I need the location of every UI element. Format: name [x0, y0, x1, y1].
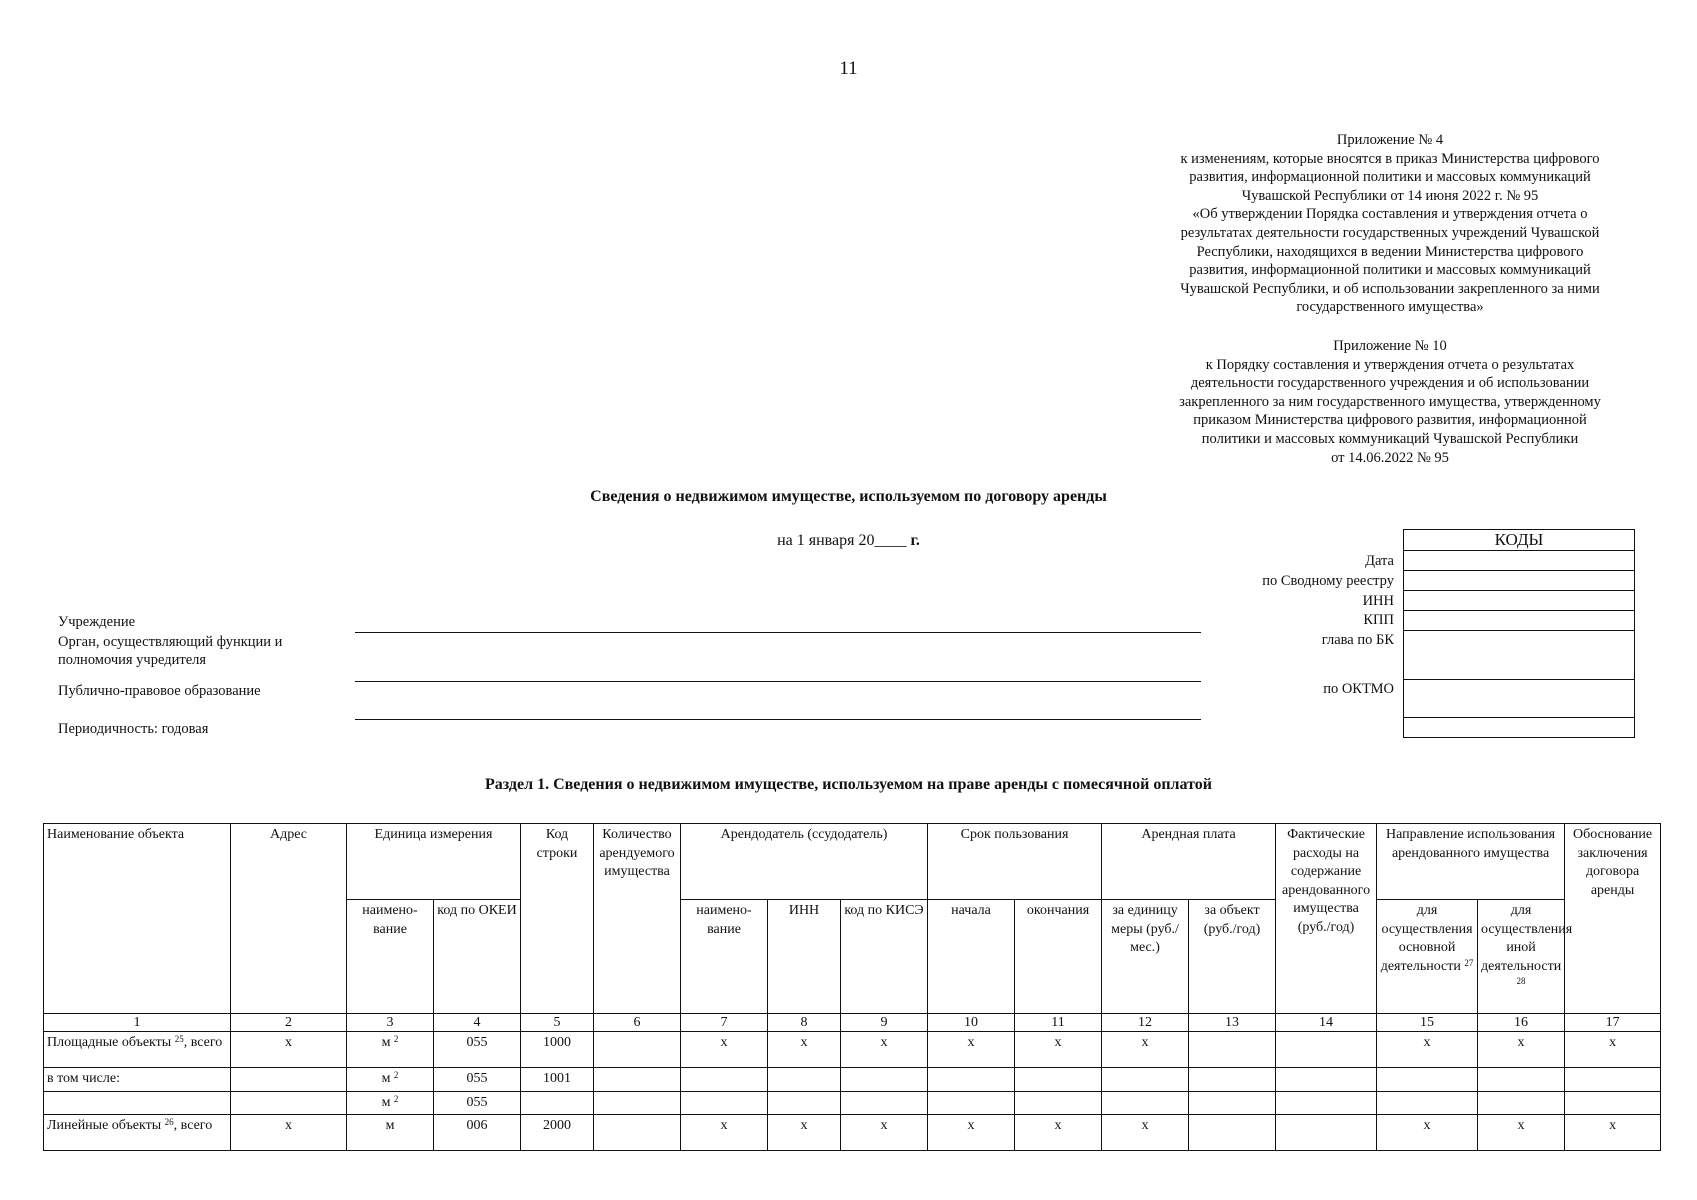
date-suffix: г.: [906, 532, 920, 549]
table-cell: [1015, 1032, 1102, 1068]
object-name-cell: [44, 1091, 231, 1115]
footnote-ref: 25: [174, 1034, 184, 1044]
table-cell: [434, 1032, 521, 1068]
table-cell[interactable]: [1102, 1091, 1189, 1115]
column-number: 11: [1015, 1014, 1102, 1032]
table-cell[interactable]: [1478, 1091, 1565, 1115]
table-cell: [434, 1115, 521, 1151]
cell-value: 2000: [543, 1118, 571, 1133]
column-number: 3: [347, 1014, 434, 1032]
column-number: 2: [231, 1014, 347, 1032]
appendix-4-line: результатах деятельности государственных учреждений Чувашской: [1180, 224, 1600, 241]
table-cell[interactable]: [681, 1068, 768, 1092]
table-cell[interactable]: [768, 1091, 841, 1115]
appendix-4-line: «Об утверждении Порядка составления и утверждения отчета о: [1192, 206, 1588, 223]
table-cell[interactable]: [594, 1068, 681, 1092]
cell-value: x: [720, 1035, 728, 1050]
table-cell: [1565, 1032, 1661, 1068]
periodicity-label: Периодичность: годовая: [58, 721, 209, 737]
header-usage-main-text: для осуществления основной деятельности: [1380, 903, 1473, 974]
municipality-label: Публично-правовое образование: [58, 683, 261, 699]
institution-field-line[interactable]: [355, 632, 1201, 633]
column-number: 9: [841, 1014, 928, 1032]
object-name-cell: [44, 1115, 231, 1151]
appendix-4-line: развития, информационной политики и массовых коммуникаций: [1189, 262, 1591, 279]
institution-label: Учреждение: [58, 614, 136, 630]
header-term-end: окончания: [1015, 900, 1102, 1014]
table-cell: [231, 1032, 347, 1068]
cell-value: x: [285, 1118, 292, 1133]
table-cell[interactable]: [594, 1032, 681, 1068]
header-usage: Направление использования арендованного имущества: [1377, 824, 1565, 900]
codes-label-oktmo: по ОКТМО: [1323, 681, 1394, 697]
footnote-27: 27: [1464, 957, 1474, 968]
header-term-start: начала: [928, 900, 1015, 1014]
appendix-4-line: Республики, находящихся в ведении Министерства цифрового: [1196, 243, 1584, 260]
table-cell[interactable]: [1189, 1091, 1276, 1115]
founder-label-line: полномочия учредителя: [58, 652, 207, 668]
appendix-4-line: развития, информационной политики и массовых коммуникаций: [1189, 169, 1591, 186]
appendix-4-line: Чувашской Республики, и об использовании закрепленного за ними: [1180, 280, 1600, 297]
header-usage-main: [1377, 900, 1478, 1014]
column-number: 4: [434, 1014, 521, 1032]
header-address: Адрес: [231, 824, 347, 1014]
codes-label-date: Дата: [1365, 553, 1394, 569]
table-cell[interactable]: [1565, 1091, 1661, 1115]
appendix-4-line: государственного имущества»: [1296, 299, 1484, 316]
unit-superscript: 2: [393, 1093, 399, 1104]
table-cell: [1565, 1115, 1661, 1151]
appendix-4-line: к изменениям, которые вносятся в приказ Министерства цифрового: [1180, 150, 1600, 167]
column-numbers-row: [44, 1014, 1661, 1032]
table-cell: [347, 1032, 434, 1068]
object-name-cell: [44, 1032, 231, 1068]
table-cell: [928, 1115, 1015, 1151]
code-cell-oktmo[interactable]: [1404, 680, 1635, 718]
table-cell: [347, 1068, 434, 1092]
founder-field-line[interactable]: [355, 681, 1201, 682]
cell-value: x: [720, 1118, 728, 1133]
table-cell: [768, 1115, 841, 1151]
table-cell: [1478, 1032, 1565, 1068]
cell-value: x: [1054, 1118, 1062, 1133]
header-object-name: Наименование объекта: [44, 824, 231, 1014]
section-title: Раздел 1. Сведения о недвижимом имуществе, используемом на праве аренды с помесячной оплатой: [485, 776, 1212, 793]
object-name-suffix: , всего: [173, 1118, 213, 1133]
column-number: 17: [1565, 1014, 1661, 1032]
cell-value: x: [880, 1118, 888, 1133]
column-number: 6: [594, 1014, 681, 1032]
header-quantity: Количество арендуемого имущества: [594, 824, 681, 1014]
header-usage-other: [1478, 900, 1573, 1014]
cell-value: x: [1609, 1118, 1617, 1133]
table-cell[interactable]: [231, 1091, 347, 1115]
appendix-10-line: приказом Министерства цифрового развития, информационной: [1193, 412, 1587, 429]
table-cell: [434, 1068, 521, 1092]
header-lessor-name: наименование: [681, 900, 768, 1014]
table-cell: [928, 1032, 1015, 1068]
appendix-4-line: Чувашской Республики от 14 июня 2022 г. № 95: [1241, 187, 1539, 204]
table-cell[interactable]: [521, 1091, 594, 1115]
header-unit-okei: код по ОКЕИ: [434, 900, 521, 1014]
column-number: 1: [44, 1014, 231, 1032]
footnote-ref: 26: [164, 1117, 174, 1127]
lease-table-body: [44, 1032, 1661, 1151]
code-cell-registry[interactable]: [1404, 571, 1635, 591]
table-cell: [1377, 1032, 1478, 1068]
municipality-field-line[interactable]: [355, 719, 1201, 720]
cell-value: x: [967, 1118, 975, 1133]
cell-value: 1001: [543, 1071, 571, 1086]
column-number: 14: [1276, 1014, 1377, 1032]
table-cell[interactable]: [1377, 1091, 1478, 1115]
table-cell[interactable]: [1478, 1068, 1565, 1092]
table-cell[interactable]: [1276, 1032, 1377, 1068]
table-row: [44, 1032, 1661, 1068]
codes-header: КОДЫ: [1404, 530, 1635, 551]
table-cell: [681, 1115, 768, 1151]
header-actual-costs: Фактические расходы на содержание арендованного имущества (руб./год): [1276, 824, 1377, 1014]
appendix-10-line: политики и массовых коммуникаций Чувашской Республики: [1201, 430, 1579, 447]
lease-table: [43, 823, 1661, 1151]
cell-value: м: [385, 1118, 395, 1133]
table-cell[interactable]: [841, 1068, 928, 1092]
appendix-4-block: [1120, 131, 1660, 317]
cell-value: 006: [466, 1118, 488, 1133]
table-cell[interactable]: [1189, 1115, 1276, 1151]
column-number: 16: [1478, 1014, 1565, 1032]
cell-value: x: [1517, 1035, 1525, 1050]
table-cell[interactable]: [231, 1068, 347, 1092]
cell-value: x: [800, 1118, 808, 1133]
unit-superscript: 2: [393, 1070, 399, 1080]
founder-label-line: Орган, осуществляющий функции и: [58, 634, 283, 650]
table-cell: [434, 1091, 521, 1115]
table-cell: [521, 1032, 594, 1068]
column-number: 8: [768, 1014, 841, 1032]
codes-label-registry: по Сводному реестру: [1262, 573, 1394, 589]
header-unit-name: наименование: [347, 900, 434, 1014]
table-cell: [347, 1091, 434, 1115]
code-cell-date[interactable]: [1404, 551, 1635, 571]
cell-value: x: [1609, 1035, 1617, 1050]
cell-value: x: [1517, 1118, 1525, 1133]
cell-value: x: [967, 1035, 975, 1050]
cell-value: 055: [466, 1071, 488, 1086]
object-name-suffix: , всего: [183, 1035, 223, 1050]
year-blank: ____: [874, 532, 907, 549]
table-cell: [231, 1115, 347, 1151]
cell-value: м: [381, 1035, 391, 1050]
code-cell-periodicity[interactable]: [1404, 718, 1635, 738]
table-cell: [1478, 1115, 1565, 1151]
table-cell[interactable]: [1276, 1115, 1377, 1151]
column-number: 13: [1189, 1014, 1276, 1032]
codes-label-inn: ИНН: [1362, 593, 1394, 609]
document-title: Сведения о недвижимом имуществе, используемом по договору аренды: [590, 488, 1107, 505]
cell-value: x: [880, 1035, 888, 1050]
table-cell[interactable]: [1377, 1068, 1478, 1092]
appendix-10-line: от 14.06.2022 № 95: [1331, 449, 1449, 466]
appendix-10-line: деятельности государственного учреждения и об использовании: [1190, 375, 1590, 392]
header-justification: Обоснование заключения договора аренды: [1565, 824, 1661, 1014]
cell-value: 1000: [543, 1035, 571, 1050]
table-cell[interactable]: [1189, 1068, 1276, 1092]
cell-value: 055: [466, 1035, 488, 1050]
table-cell[interactable]: [1565, 1068, 1661, 1092]
table-cell: [681, 1032, 768, 1068]
table-cell: [521, 1068, 594, 1092]
cell-value: x: [285, 1035, 292, 1050]
table-cell[interactable]: [1276, 1068, 1377, 1092]
cell-value: x: [1141, 1035, 1149, 1050]
founder-label: [58, 633, 282, 669]
cell-value: x: [1423, 1118, 1431, 1133]
header-unit: Единица измерения: [347, 824, 521, 900]
object-name: Линейные объекты: [47, 1118, 162, 1133]
header-lessor: Арендодатель (ссудодатель): [681, 824, 928, 900]
object-name: в том числе:: [47, 1071, 120, 1086]
codes-label-kpp: КПП: [1363, 612, 1394, 628]
table-cell[interactable]: [768, 1068, 841, 1092]
cell-value: x: [800, 1035, 808, 1050]
header-lessor-inn: ИНН: [768, 900, 841, 1014]
codes-table: [1403, 529, 1635, 738]
cell-value: м: [381, 1094, 391, 1110]
table-cell: [1377, 1115, 1478, 1151]
header-rent-per-unit: за единицу меры (руб./мес.): [1102, 900, 1189, 1014]
appendix-10-line: к Порядку составления и утверждения отчета о результатах: [1205, 356, 1575, 373]
header-lessor-kise: код по КИСЭ: [841, 900, 928, 1014]
column-number: 12: [1102, 1014, 1189, 1032]
appendix-10-line: закрепленного за ним государственного имущества, утвержденному: [1179, 393, 1601, 410]
table-cell: [1102, 1032, 1189, 1068]
table-cell[interactable]: [928, 1068, 1015, 1092]
table-cell: [841, 1032, 928, 1068]
column-number: 15: [1377, 1014, 1478, 1032]
cell-value: x: [1141, 1118, 1149, 1133]
table-cell: [1102, 1115, 1189, 1151]
table-cell[interactable]: [681, 1091, 768, 1115]
table-cell[interactable]: [841, 1091, 928, 1115]
date-prefix: на 1 января 20: [777, 532, 875, 549]
appendix-10-heading: Приложение № 10: [1333, 338, 1447, 354]
footnote-28: 28: [1516, 976, 1526, 986]
header-row-code: Код строки: [521, 824, 594, 1014]
table-cell[interactable]: [928, 1091, 1015, 1115]
appendix-4-heading: Приложение № 4: [1336, 132, 1444, 148]
table-cell[interactable]: [594, 1115, 681, 1151]
table-row: [44, 1091, 1661, 1115]
table-cell[interactable]: [594, 1091, 681, 1115]
header-rent-per-object: за объект (руб./год): [1189, 900, 1276, 1014]
table-cell: [347, 1115, 434, 1151]
table-cell[interactable]: [1102, 1068, 1189, 1092]
table-cell[interactable]: [1189, 1032, 1276, 1068]
cell-value: x: [1054, 1035, 1062, 1050]
unit-superscript: 2: [393, 1034, 399, 1044]
page-number: 11: [839, 58, 858, 79]
cell-value: x: [1423, 1035, 1431, 1050]
table-cell: [841, 1115, 928, 1151]
column-number: 5: [521, 1014, 594, 1032]
header-usage-other-text: для осуществления иной деятельности: [1481, 903, 1573, 974]
table-cell[interactable]: [1015, 1091, 1102, 1115]
header-rent: Арендная плата: [1102, 824, 1276, 900]
cell-value: 055: [466, 1094, 488, 1110]
table-cell: [1015, 1115, 1102, 1151]
appendix-10-block: [1120, 337, 1660, 467]
cell-value: м: [381, 1071, 391, 1086]
code-cell-inn[interactable]: [1404, 591, 1635, 611]
codes-label-budget-chapter: глава по БК: [1321, 632, 1394, 648]
code-cell-kpp[interactable]: [1404, 611, 1635, 631]
object-name: Площадные объекты: [47, 1035, 172, 1050]
table-cell: [768, 1032, 841, 1068]
table-row: [44, 1115, 1661, 1151]
object-name-cell: [44, 1068, 231, 1092]
table-cell: [521, 1115, 594, 1151]
table-row: [44, 1068, 1661, 1092]
column-number: 10: [928, 1014, 1015, 1032]
column-number: 7: [681, 1014, 768, 1032]
table-cell[interactable]: [1276, 1091, 1377, 1115]
table-cell[interactable]: [1015, 1068, 1102, 1092]
code-cell-budget-chapter[interactable]: [1404, 631, 1635, 680]
header-term: Срок пользования: [928, 824, 1102, 900]
